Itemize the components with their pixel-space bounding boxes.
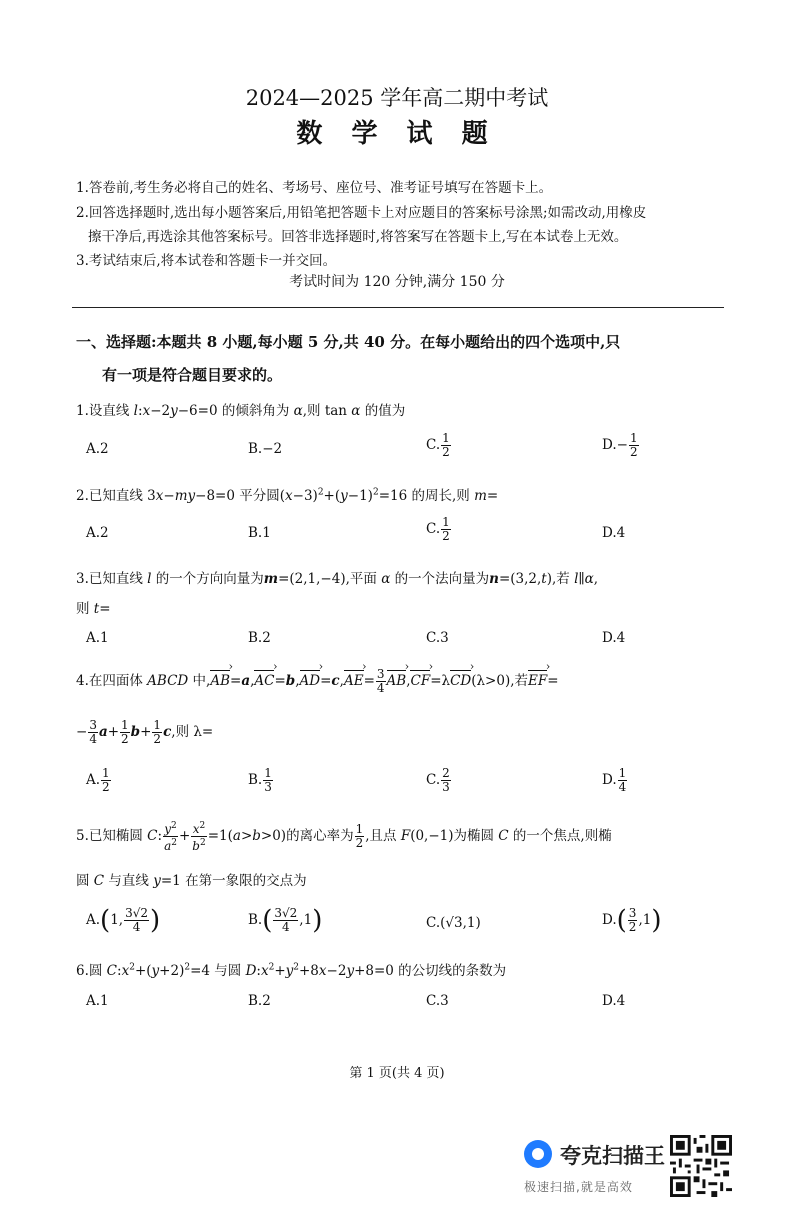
q6-option-d: D.4 (602, 993, 626, 1009)
q2-option-b: B.1 (248, 525, 271, 541)
exam-time: 考试时间为 120 分钟,满分 150 分 (289, 274, 505, 290)
q3-option-d: D.4 (602, 630, 626, 646)
q5-option-d: D.( $\frac{3}{2}$ ,1) (602, 905, 662, 936)
question-5: 5.已知椭圆 C: $\frac{y^2}{a^2}$ + $\frac{x^2}{b^2}$ =1(a>b>0)的离心率为 $\frac{1}{2}$ ,且点 F(0,−1)为椭圆 C 的一个焦点,则椭 (76, 821, 612, 853)
q2-option-a: A.2 (86, 525, 109, 541)
watermark-tagline: 极速扫描,就是高效 (524, 1180, 633, 1194)
note-3: 3.考试结束后,将本试卷和答题卡一并交回。 (76, 253, 337, 269)
question-2: 2.已知直线 3x−my−8=0 平分圆$(x-3)^2+(y-1)^2=16$ 的周长,则 m= (76, 487, 499, 504)
q3-option-b: B.2 (248, 630, 271, 646)
q6-option-a: A.1 (86, 993, 109, 1009)
note-2: 2.回答选择题时,选出每小题答案后,用铅笔把答题卡上对应题目的答案标号涂黑;如需改动,用橡皮 (76, 205, 647, 221)
q5-option-a: A.(1, $\frac{3√2}{4}$ ) (86, 905, 161, 936)
q6-option-c: C.3 (426, 993, 449, 1009)
question-3: 3.已知直线 l 的一个方向向量为m=(2,1,−4),平面 α 的一个法向量为n=(3,2,t),若 l∥α, (76, 571, 599, 587)
question-4: 4.在四面体 ABCD 中,› AB=a,› AC=b,› AD=c,› AE= $\frac{3}{4}$ › AB,› CF=λ› CD(λ>0),若› EF= (76, 668, 559, 695)
question-1: 1.设直线 l:x−2y−6=0 的倾斜角为 α,则 tan α 的值为 (76, 403, 406, 419)
note-1: 1.答卷前,考生务必将自己的姓名、考场号、座位号、准考证号填写在答题卡上。 (76, 180, 553, 196)
q1-option-b: B.−2 (248, 441, 283, 457)
section-heading-cont: 有一项是符合题目要求的。 (102, 366, 283, 384)
q4-option-b: B. $\frac{1}{3}$ (248, 766, 272, 794)
q2-option-c: C. $\frac{1}{2}$ (426, 515, 450, 543)
exam-title: 2024—2025 学年高二期中考试 (245, 86, 549, 110)
q4-option-c: C. $\frac{2}{3}$ (426, 766, 450, 794)
q1-option-d: D.− $\frac{1}{2}$ (602, 431, 638, 459)
note-2-cont: 擦干净后,再选涂其他答案标号。回答非选择题时,将答案写在答题卡上,写在本试卷上无效。 (88, 229, 628, 245)
q3-option-a: A.1 (86, 630, 109, 646)
q5-option-b: B.( $\frac{3√2}{4}$ ,1) (248, 905, 323, 936)
question-3-cont: 则 t= (76, 601, 111, 617)
section-heading: 一、选择题:本题共 8 小题,每小题 5 分,共 40 分。在每小题给出的四个选项中,只 (76, 333, 621, 351)
question-4-cont: − $\frac{3}{4}$ a+ $\frac{1}{2}$ b+ $\frac{1}{2}$ c,则 λ= (76, 718, 214, 746)
page-footer: 第 1 页(共 4 页) (349, 1066, 445, 1081)
q3-option-c: C.3 (426, 630, 449, 646)
divider-line (72, 307, 724, 308)
quark-scan-logo-icon (524, 1140, 552, 1168)
question-5-cont: 圆 C 与直线 y=1 在第一象限的交点为 (76, 873, 307, 889)
q4-option-d: D. $\frac{1}{4}$ (602, 766, 627, 794)
question-6: 6.圆 $C:x^2+(y+2)^2=4$ 与圆 $D:x^2+y^2+8x-2y+8=0$ 的公切线的条数为 (76, 962, 507, 979)
watermark-name: 夸克扫描王 (560, 1144, 665, 1168)
qr-code-icon (670, 1135, 732, 1197)
q5-option-c: C.(√3,1) (426, 915, 481, 931)
q2-option-d: D.4 (602, 525, 626, 541)
q1-option-a: A.2 (86, 441, 109, 457)
q4-option-a: A. $\frac{1}{2}$ (86, 766, 110, 794)
q6-option-b: B.2 (248, 993, 271, 1009)
q1-option-c: C. $\frac{1}{2}$ (426, 431, 450, 459)
subject-title: 数 学 试 题 (296, 119, 498, 149)
